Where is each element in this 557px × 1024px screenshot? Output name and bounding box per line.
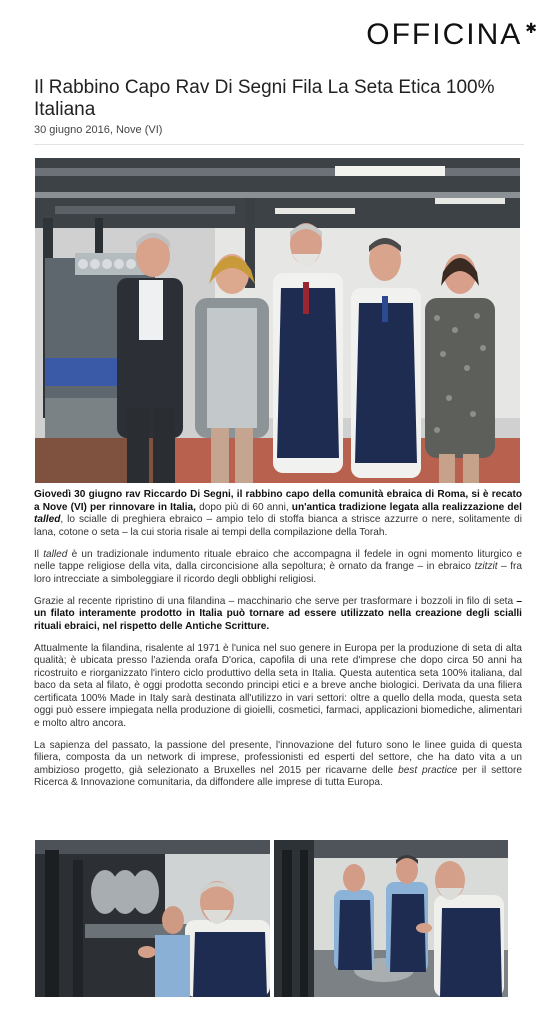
- p2-text-start: Il: [34, 548, 44, 560]
- p2-tzitzit-term: tzitzit: [474, 561, 498, 573]
- p2-text-rest: – fra loro intrecciate a simboleggiare il ricordo degli obblighi religiosi.: [34, 561, 522, 585]
- bottom-left-photo: [35, 840, 270, 997]
- paragraph-5: [34, 740, 522, 790]
- p2-talled-term: talled: [43, 548, 68, 560]
- paragraph-1: [34, 489, 522, 539]
- p1-text-rest: , lo scialle di preghiera ebraico – ampio telo di stoffa bianca a strisce azzurre o nere, solitamente di lana, cotone o seta – la cui storia risale ai tempi della compilazione della Torah.: [34, 514, 522, 538]
- p5-text: La sapienza del passato, la passione del presente, l'innovazione del futuro sono le linee guida di questa filiera, composta da un network di imprese, professionisti ed esperti del settore, che ha dato vita a un ambizioso progetto, già selezionato a Bruxelles nel 2015 per ricavarne delle: [34, 739, 522, 776]
- article-title: Il Rabbino Capo Rav Di Segni Fila La Seta Etica 100% Italiana: [34, 77, 495, 120]
- title-divider: [34, 144, 524, 145]
- p1-talled-term: talled: [34, 514, 61, 525]
- p1-bold-intro: Giovedì 30 giugno rav Riccardo Di Segni, il rabbino capo della comunità ebraica di Roma, si è recato a Nove (VI) per rinnovare in Italia,: [34, 489, 522, 513]
- article-body: [34, 489, 522, 799]
- logo-asterisk-icon: ✱: [525, 20, 539, 36]
- bottom-right-photo: [274, 840, 508, 997]
- p3-text: Grazie al recente ripristino di una filandina – macchinario che serve per trasformare i bozzoli in filo di seta: [34, 595, 517, 607]
- p1-bold-tradition: un'antica tradizione legata alla realizzazione del: [291, 501, 522, 513]
- article-dateline: 30 giugno 2016, Nove (VI): [34, 124, 163, 136]
- paragraph-3: [34, 596, 522, 634]
- p5-best-practice-term: best practice: [398, 764, 458, 776]
- p5-text-rest: per il settore Ricerca & Innovazione comunitaria, da diffondere alle imprese di tutta Europa.: [34, 764, 522, 789]
- p3-bold-text: – un filato interamente prodotto in Italia può tornare ad essere utilizzato nella creazione degli scialli rituali ebraici, nel rispetto delle Antiche Scritture.: [34, 595, 522, 632]
- paragraph-2: [34, 549, 522, 587]
- logo-text: OFFICINA: [366, 18, 523, 51]
- p1-text: dopo più di 60 anni,: [195, 501, 292, 513]
- officina-logo[interactable]: [366, 18, 539, 52]
- p2-text: è un tradizionale indumento rituale ebraico che accompagna il fedele in ogni momento liturgico e nelle tappe religiose della vita, dalla circoncisione alla sepoltura; è ornato da frange – in ebraico: [34, 548, 522, 573]
- paragraph-4: Attualmente la filandina, risalente al 1971 è l'unica nel suo genere in Europa per la produzione di seta di alta qualità; è ubicata presso l'azienda orafa D'orica, capofila di una rete d'imprese che dopo circa 50 anni ha ricostruito e riorganizzato l'intero ciclo produttivo della seta in Italia. Questa autentica seta 100% italiana, dal baco da seta al filato, è oggi prodotta secondo principi etici e a breve anche biologici. Derivata da una filiera certificata 100% Made in Italy sarà destinata all'utilizzo in vari settori: oltre a quello della moda, questa seta oggi può essere impiegata nella produzione di gioielli, cosmetici, farmaci, applicazioni biomediche, alimentari e molto altro ancora.: [34, 642, 522, 729]
- main-photo: [35, 158, 520, 483]
